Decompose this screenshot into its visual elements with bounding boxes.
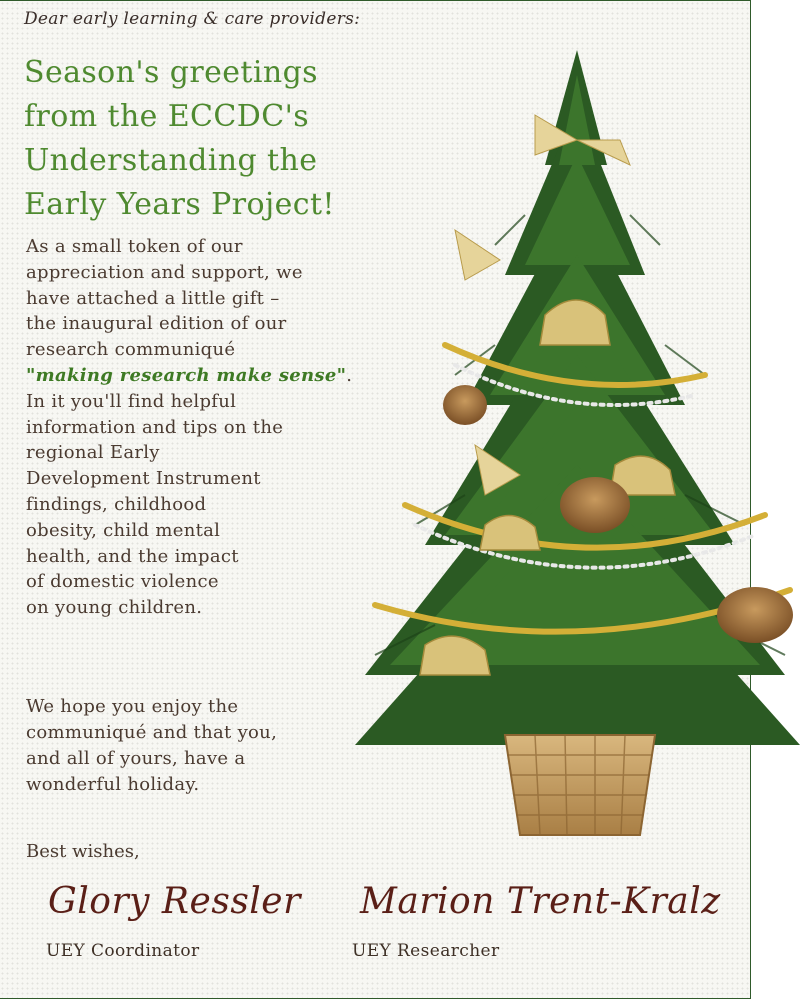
heading-line: from the ECCDC's: [24, 99, 310, 134]
closing-paragraph: [26, 694, 386, 798]
body-line: and all of yours, have a: [26, 748, 246, 769]
body-line: obesity, child mental: [26, 519, 221, 541]
body-line: the inaugural edition of our: [26, 313, 287, 335]
body-line: on young children.: [26, 597, 203, 619]
body-line: findings, childhood: [26, 493, 207, 515]
heading-line: Early Years Project!: [24, 187, 335, 222]
christmas-tree-icon: [345, 45, 800, 845]
salutation: Dear early learning & care providers:: [24, 9, 361, 29]
communique-title: "making research make sense": [26, 364, 347, 386]
body-line: In it you'll find helpful: [26, 390, 237, 412]
body-line: health, and the impact: [26, 545, 239, 567]
heading-line: Understanding the: [24, 143, 318, 178]
role-coordinator: UEY Coordinator: [46, 941, 200, 961]
body-line: appreciation and support, we: [26, 261, 303, 283]
role-researcher: UEY Researcher: [352, 941, 500, 961]
body-line: information and tips on the: [26, 416, 284, 438]
signature-researcher: Marion Trent-Kralz: [360, 881, 721, 922]
body-line: Development Instrument: [26, 468, 261, 490]
heading-line: Season's greetings: [24, 55, 318, 90]
body-line: research communiqué: [26, 339, 236, 361]
body-line: As a small token of our: [26, 236, 243, 257]
body-line: regional Early: [26, 442, 160, 464]
body-line: have attached a little gift –: [26, 287, 280, 309]
body-line: of domestic violence: [26, 571, 219, 593]
emphasis-suffix: .: [346, 364, 353, 386]
body-line: We hope you enjoy the: [26, 696, 239, 717]
signature-coordinator: Glory Ressler: [48, 881, 301, 922]
body-line: wonderful holiday.: [26, 774, 200, 795]
closing-salutation: Best wishes,: [26, 841, 140, 862]
body-line: communiqué and that you,: [26, 722, 278, 743]
